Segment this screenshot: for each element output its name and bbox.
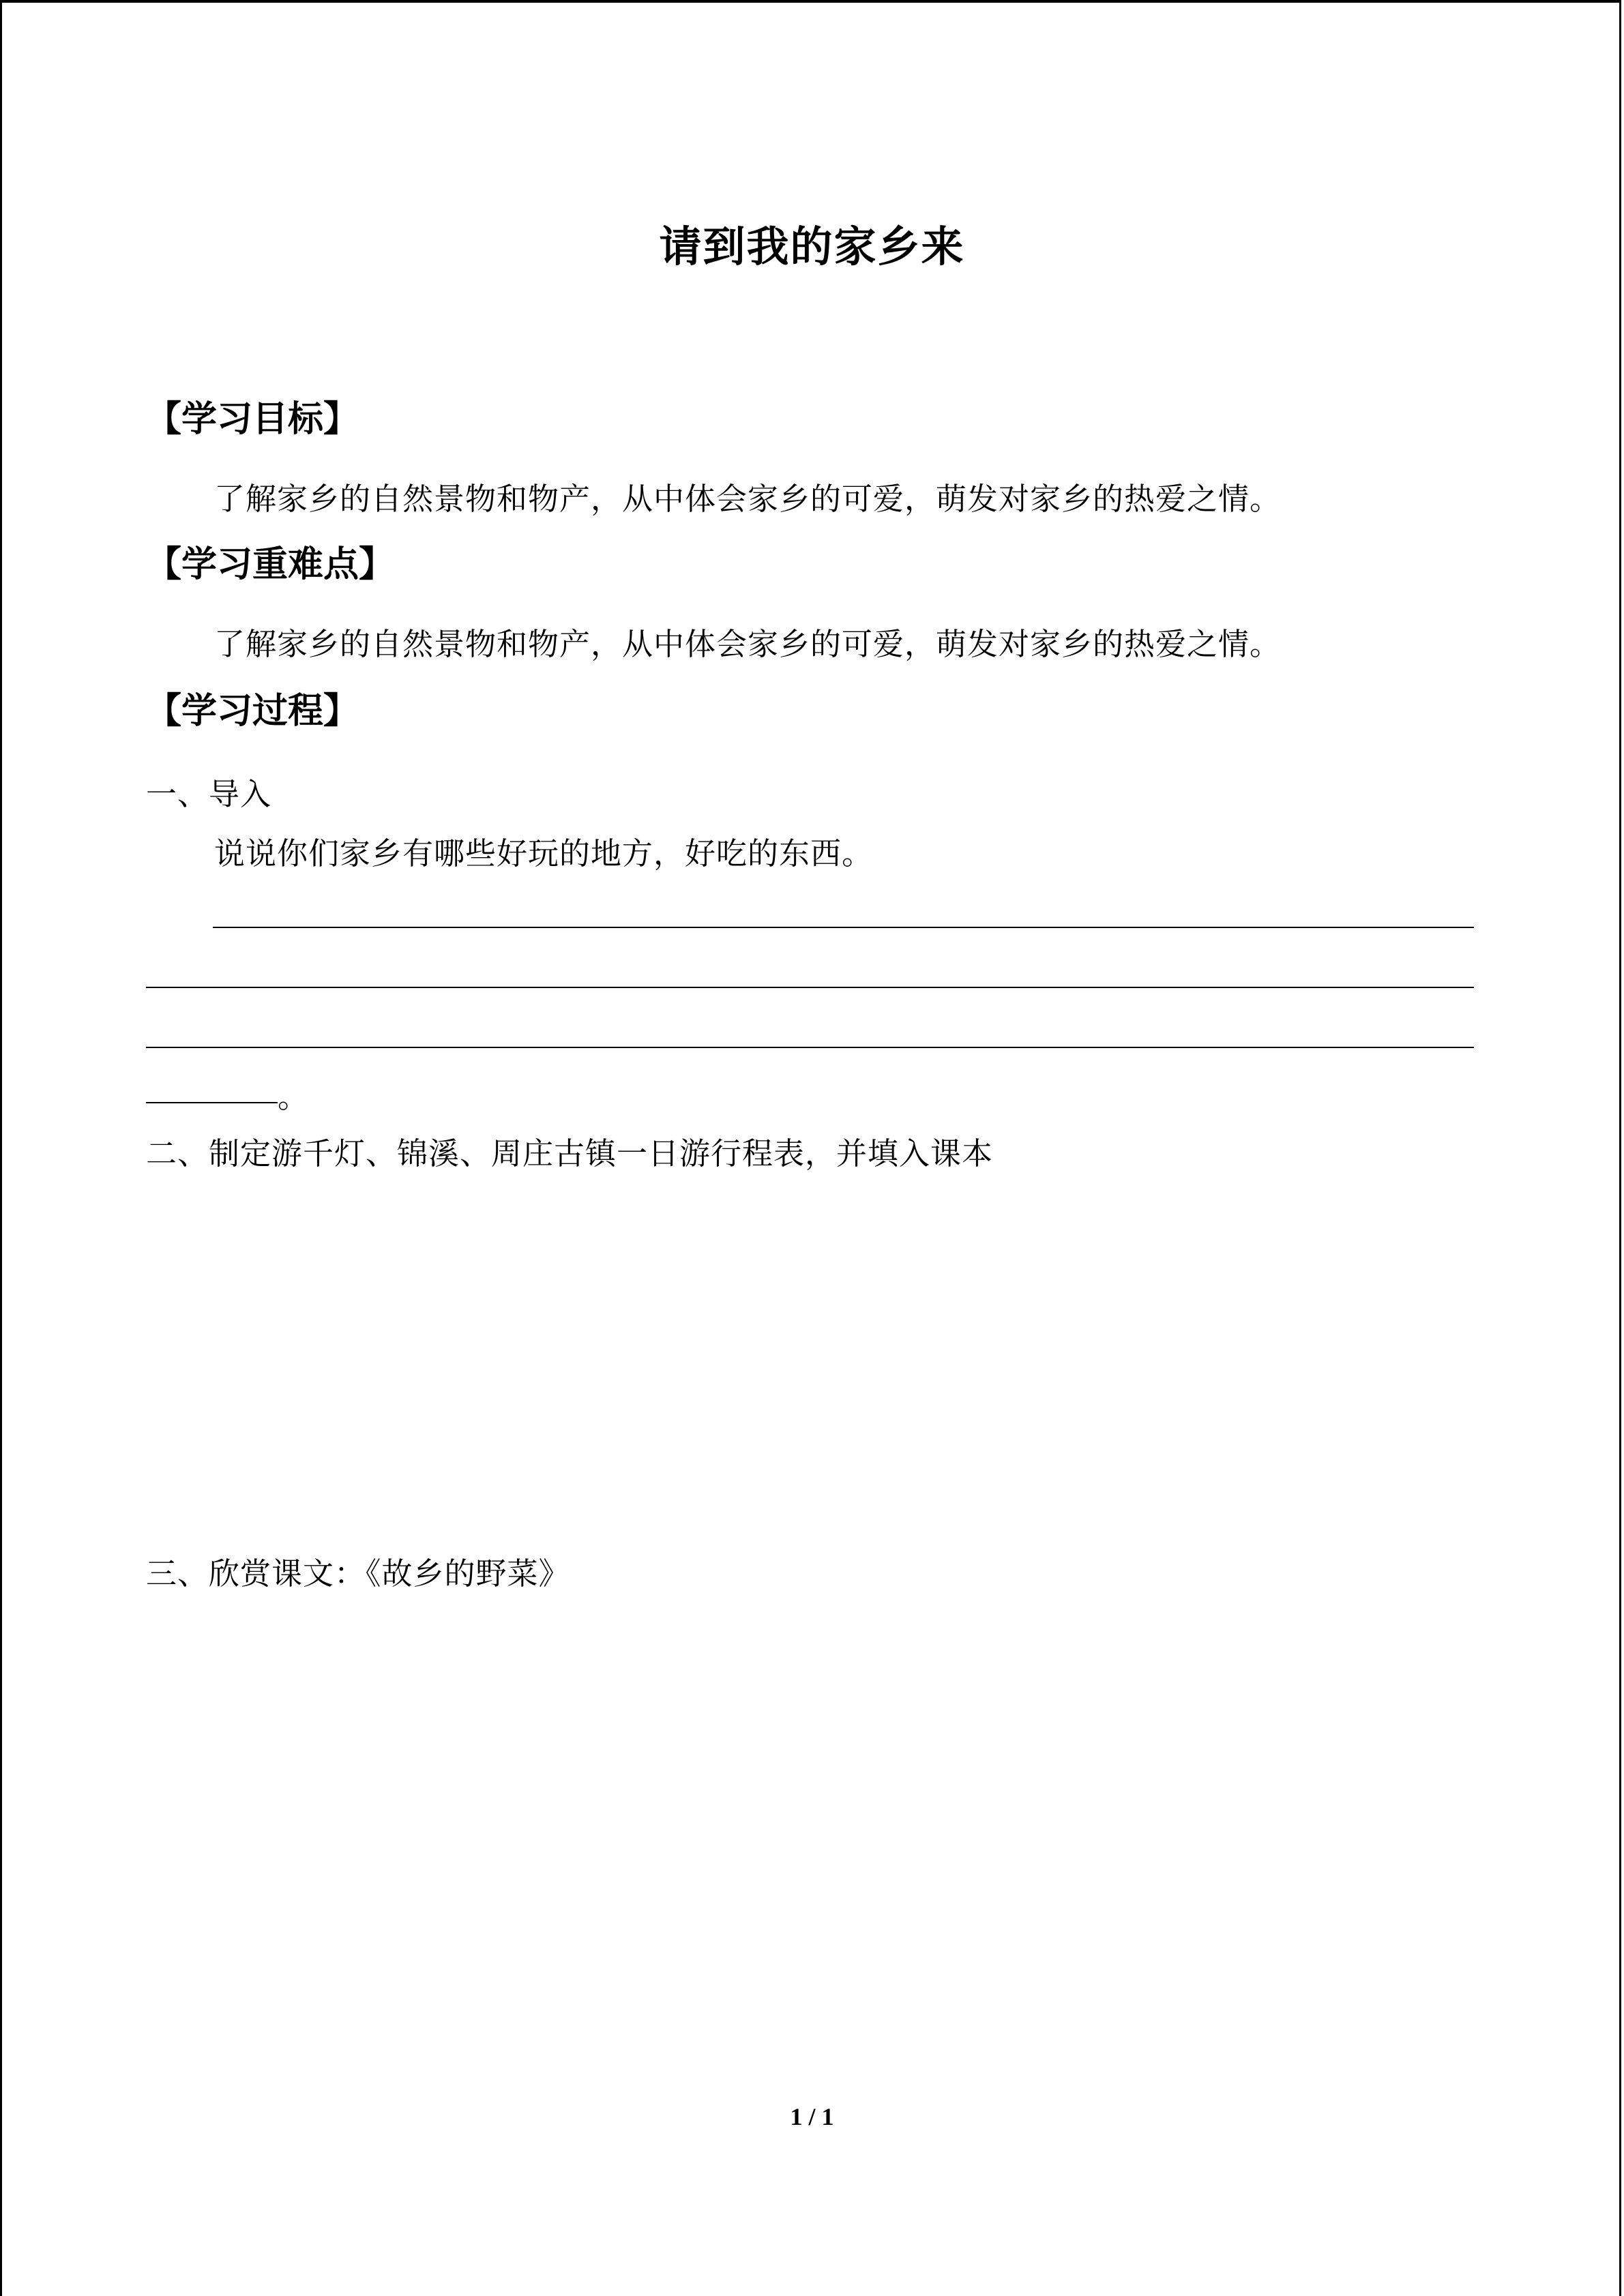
answer-line-4[interactable] [146,1102,278,1103]
step3-label: 三、欣赏课文：《故乡的野菜》 [146,1555,570,1592]
step1-label: 一、导入 [146,776,272,812]
objectives-text: 了解家乡的自然景物和物产，从中体会家乡的可爱，萌发对家乡的热爱之情。 [214,481,1282,517]
answer-line-3[interactable] [146,1047,1474,1048]
page-number: 1 / 1 [790,2103,834,2130]
key-points-text: 了解家乡的自然景物和物产，从中体会家乡的可爱，萌发对家乡的热爱之情。 [214,626,1282,662]
process-heading: 【学习过程】 [146,691,359,732]
answer-end-mark: 。 [278,1079,310,1115]
key-points-heading: 【学习重难点】 [146,544,395,585]
step2-label: 二、制定游千灯、锦溪、周庄古镇一日游行程表，并填入课本 [146,1135,994,1172]
step1-prompt: 说说你们家乡有哪些好玩的地方，好吃的东西。 [214,835,874,871]
objectives-heading: 【学习目标】 [146,399,359,440]
answer-line-2[interactable] [146,987,1474,988]
answer-line-1[interactable] [213,927,1474,928]
page-title: 请到我的家乡来 [659,222,965,271]
